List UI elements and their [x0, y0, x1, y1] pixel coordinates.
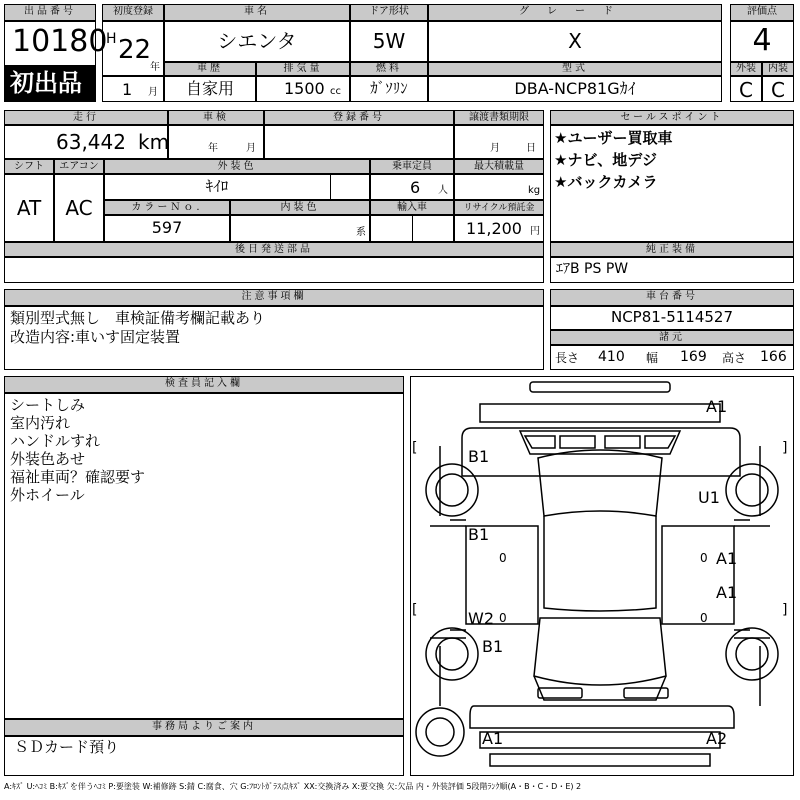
color-divider: [330, 174, 370, 200]
color-value: ｷｲﾛ: [205, 177, 229, 195]
capacity-unit: 人: [438, 185, 448, 196]
model-header: 型式: [428, 62, 722, 76]
import-divider: [412, 215, 413, 242]
history-header: 車歴: [164, 62, 256, 76]
fuel-header: 燃料: [350, 62, 428, 76]
notes-line-2: 改造内容:車いす固定装置: [10, 328, 181, 346]
model-value: DBA-NCP81Gｶｲ: [514, 79, 636, 98]
reg-no-cell: [264, 125, 454, 159]
interior-color-suffix: 系: [356, 227, 366, 238]
height-label: 高さ: [722, 351, 747, 365]
inspector-line: ハンドルすれ: [10, 432, 101, 450]
inspection-header: 車検: [168, 110, 264, 125]
sales-point-1: ★ユーザー買取車: [554, 129, 673, 147]
car-name-header: 車名: [164, 4, 350, 21]
diagram-mark: U1: [698, 488, 720, 507]
grade-header: グレード: [428, 4, 722, 21]
diagram-mark: B1: [468, 525, 490, 544]
recycle-header: リサイクル預託金: [454, 200, 544, 215]
length-label: 長さ: [555, 351, 580, 365]
recycle-unit: 円: [530, 226, 540, 237]
inspector-line: シートしみ: [10, 396, 86, 414]
max-load-unit: kg: [528, 185, 541, 196]
first-reg-year-unit: 年: [150, 62, 160, 73]
mileage-unit: km: [138, 130, 170, 154]
exterior-grade: C: [739, 78, 753, 102]
mileage-header: 走行: [4, 110, 168, 125]
chassis-header: 車台番号: [550, 289, 794, 306]
specs-header: 諸元: [550, 330, 794, 345]
first-listing-label: 初出品: [10, 69, 82, 97]
fuel-value: ｶﾞｿﾘﾝ: [370, 79, 408, 97]
sales-point-3: ★バックカメラ: [554, 173, 658, 191]
capacity-header: 乗車定員: [370, 159, 454, 174]
interior-color-header: 内装色: [230, 200, 370, 215]
interior-grade: C: [771, 78, 785, 102]
sales-points-header: セールスポイント: [550, 110, 794, 125]
diagram-mark: A1: [482, 729, 504, 748]
inspector-line: 福祉車両？確認要す: [10, 468, 146, 486]
mileage-value: 63,442: [56, 130, 126, 154]
office-header: 事務局よりご案内: [4, 719, 404, 736]
later-parts-cell: [4, 257, 544, 283]
exterior-header: 外装: [730, 62, 762, 76]
diagram-mark: 0: [499, 551, 507, 565]
score-header: 評価点: [730, 4, 794, 21]
diagram-mark: ]: [782, 602, 788, 618]
recycle-value: 11,200: [466, 219, 522, 238]
diagram-mark: B1: [482, 637, 504, 656]
transfer-month-unit: 月: [490, 143, 500, 154]
diagram-mark: 0: [499, 611, 507, 625]
diagram-mark: A1: [716, 549, 738, 568]
notes-header: 注意事項欄: [4, 289, 544, 306]
inspection-year-unit: 年: [208, 143, 218, 154]
inspector-line: 外ホイール: [10, 486, 85, 504]
ac-header: エアコン: [54, 159, 104, 174]
later-parts-header: 後日発送部品: [4, 242, 544, 257]
lot-number-header: 出品番号: [4, 4, 96, 21]
shift-value: AT: [16, 196, 42, 220]
color-code: 597: [151, 218, 183, 237]
diagram-mark: A1: [716, 583, 738, 602]
diagram-mark: B1: [468, 447, 490, 466]
height-value: 166: [760, 349, 787, 365]
diagram-mark: 0: [700, 611, 708, 625]
diagram-mark: [: [412, 440, 418, 456]
specs-cell: [550, 345, 794, 370]
displacement-header: 排気量: [256, 62, 350, 76]
transfer-header: 譲渡書類期限: [454, 110, 544, 125]
ac-value: AC: [65, 196, 93, 220]
sales-point-2: ★ナビ、地デジ: [554, 151, 657, 169]
first-reg-year: 22: [118, 35, 152, 65]
color-code-header: カラーＮｏ.: [104, 200, 230, 215]
inspector-line: 室内汚れ: [10, 414, 71, 432]
displacement-value: 1500: [284, 79, 325, 98]
car-name: シエンタ: [217, 29, 297, 53]
diagram-mark: [: [412, 602, 418, 618]
first-reg-era: H: [106, 31, 117, 47]
interior-header: 内装: [762, 62, 794, 76]
diagram-mark: A1: [706, 397, 728, 416]
max-load-header: 最大積載量: [454, 159, 544, 174]
shift-header: シフト: [4, 159, 54, 174]
transfer-day-unit: 日: [526, 143, 536, 154]
width-label: 幅: [646, 351, 659, 365]
first-reg-month-unit: 月: [148, 87, 158, 98]
chassis-value: NCP81-5114527: [610, 308, 734, 326]
length-value: 410: [598, 349, 625, 365]
car-diagram: [410, 376, 794, 776]
equipment-value: ｴｱB PS PW: [556, 261, 629, 277]
diagram-mark: ]: [782, 440, 788, 456]
width-value: 169: [680, 349, 707, 365]
inspection-month-unit: 月: [246, 143, 256, 154]
capacity-value: 6: [410, 178, 421, 197]
equipment-header: 純正装備: [550, 242, 794, 257]
first-reg-month: 1: [122, 80, 133, 99]
grade-value: X: [568, 29, 582, 53]
inspector-lines: [10, 396, 145, 504]
door-header: ドア形状: [350, 4, 428, 21]
lot-number: 10180: [12, 24, 108, 59]
legend: A:ｷｽﾞ U:ﾍｺﾐ B:ｷｽﾞを伴うﾍｺﾐ P:要塗装 W:補修跡 S:錆 C:腐食、穴 G:ﾌﾛﾝﾄｶﾞﾗｽ点ｷｽﾞ XX:交換済み X:要交換 欠:欠品 内・外装評価 5段階ﾗﾝｸ順(A・B・C・D・E) 2: [4, 782, 582, 791]
history-value: 自家用: [185, 79, 234, 98]
diagram-mark: 0: [700, 551, 708, 565]
reg-no-header: 登録番号: [264, 110, 454, 125]
door-type: 5W: [372, 29, 406, 53]
import-header: 輸入車: [370, 200, 454, 215]
score-value: 4: [752, 23, 772, 58]
inspector-header: 検査員記入欄: [4, 376, 404, 393]
interior-color-cell: [230, 215, 370, 242]
color-header: 外装色: [104, 159, 370, 174]
diagram-mark: W2: [468, 609, 494, 628]
office-value: ＳＤカード預り: [14, 738, 120, 756]
inspector-line: 外装色あせ: [10, 450, 86, 468]
first-reg-header: 初度登録: [102, 4, 164, 21]
diagram-mark: A2: [706, 729, 728, 748]
displacement-unit: cc: [330, 86, 341, 97]
notes-line-1: 類別型式無し 車検証備考欄記載あり: [10, 309, 266, 327]
